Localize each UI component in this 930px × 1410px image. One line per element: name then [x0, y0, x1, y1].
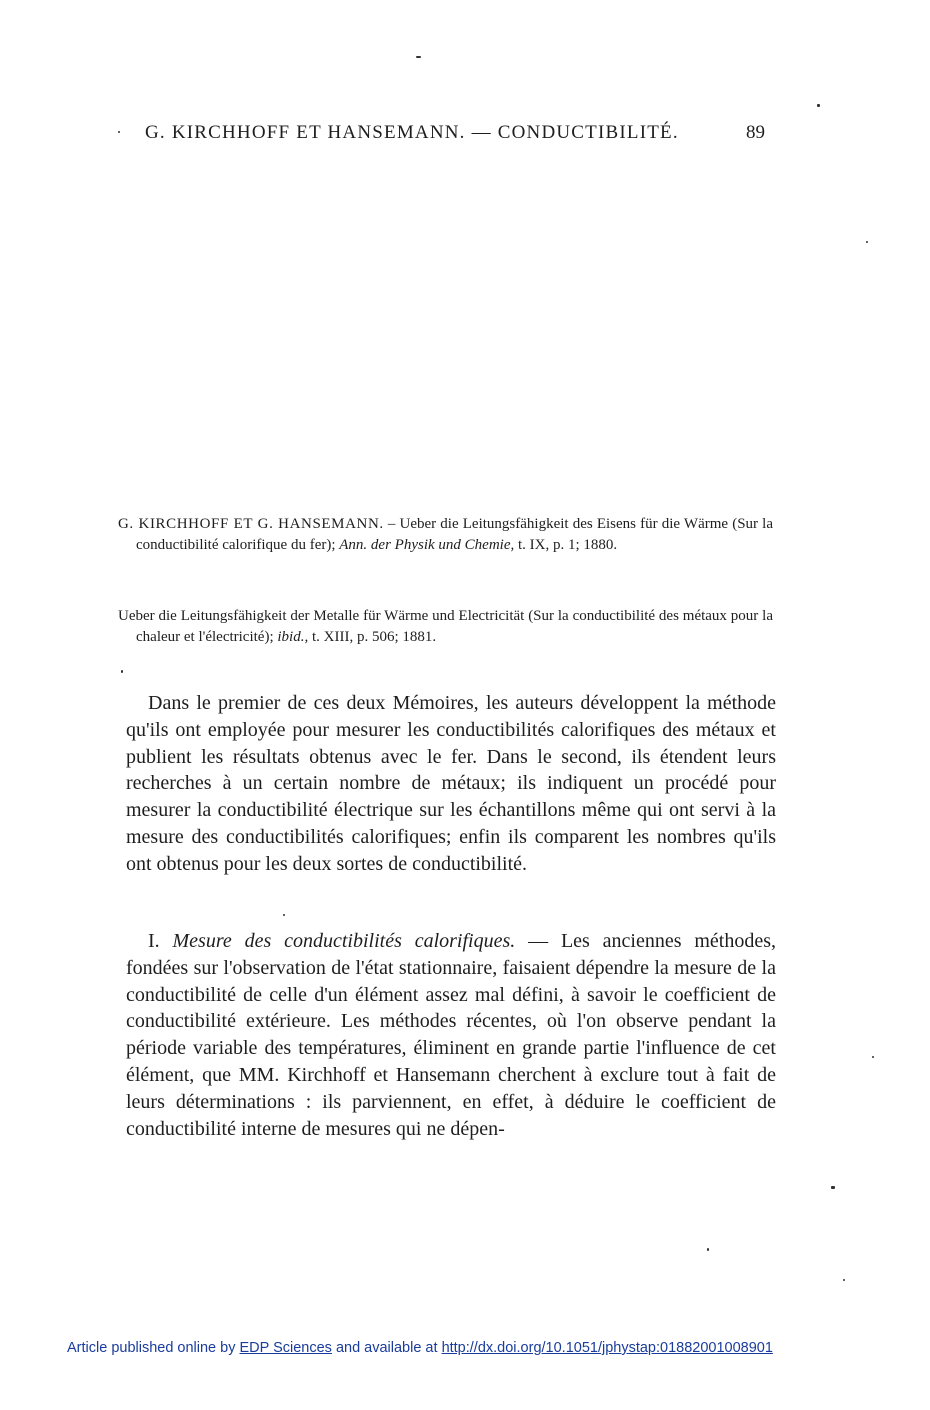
reference-volume: t. XIII, p. 506; 1881.	[308, 628, 437, 645]
paragraph-text: Dans le premier de ces deux Mémoires, les auteurs développent la méthode qu'ils ont employée pour mesurer les conductibilités calorifiques des métaux et publient les résultats obtenus avec le fer. Dans le second, ils étendent leurs recherches à un certain nombre de métaux; ils indiquent un procédé pour mesurer la conductibilité électrique sur les échantillons même qui ont servi à la mesure des conductibilités calorifiques; enfin ils comparent les nombres qu'ils ont obtenus pour les deux sortes de conductibilité.	[126, 692, 776, 875]
running-header	[145, 122, 785, 144]
reference-volume: t. IX, p. 1; 1880.	[514, 536, 618, 553]
reference-title: Ueber die Leitungsfähigkeit der Metalle für Wärme und Electricität (Sur la conductibilité des métaux pour la chaleur et l'électricité);	[118, 608, 773, 645]
scan-speck	[707, 1248, 709, 1251]
publisher-link[interactable]: EDP Sciences	[239, 1340, 332, 1356]
scan-speck	[817, 104, 820, 107]
reference-journal: Ann. der Physik und Chemie,	[339, 536, 515, 553]
body-paragraph-section-1	[126, 928, 776, 1142]
scan-speck	[121, 670, 123, 673]
reference-title: – Ueber die Leitungsfähigkeit des Eisens für die Wärme (Sur la conductibilité calorifique du fer);	[136, 516, 773, 553]
scan-speck	[416, 56, 421, 58]
doi-link[interactable]: http://dx.doi.org/10.1051/jphystap:01882001008901	[441, 1340, 773, 1356]
section-heading: Mesure des conductibilités calorifiques.	[172, 930, 516, 952]
scan-speck	[866, 241, 868, 243]
body-paragraph-intro	[126, 690, 776, 878]
paragraph-text: — Les anciennes méthodes, fondées sur l'observation de l'état stationnaire, faisaient dépendre la mesure de la conductibilité de celle d'un élément assez mal défini, à savoir le coefficient de conductibilité extérieure. Les méthodes récentes, où l'on observe pendant la période variable des températures, éliminent en grande partie l'influence de cet élément, que MM. Kirchhoff et Hansemann cherchent à exclure tout à fait de leurs déterminations : ils parviennent, en effet, à déduire le coefficient de conductibilité interne de mesures qui ne dépen-	[126, 930, 776, 1140]
scan-speck	[118, 131, 120, 133]
scan-speck	[831, 1186, 835, 1189]
scan-speck	[872, 1056, 874, 1058]
bibliography-entry	[118, 606, 773, 647]
running-title: G. KIRCHHOFF ET HANSEMANN. — CONDUCTIBILITÉ.	[145, 122, 679, 143]
page-number: 89	[746, 122, 765, 143]
scan-speck	[843, 1279, 845, 1281]
reference-journal: ibid.,	[277, 628, 309, 645]
footer-middle: and available at	[331, 1340, 442, 1356]
publication-footer	[67, 1340, 867, 1356]
section-number: I.	[148, 930, 173, 952]
footer-prefix: Article published online by	[67, 1340, 240, 1356]
reference-authors: G. KIRCHHOFF ET G. HANSEMANN.	[118, 516, 384, 532]
scan-speck	[283, 914, 285, 916]
bibliography-entry	[118, 514, 773, 555]
